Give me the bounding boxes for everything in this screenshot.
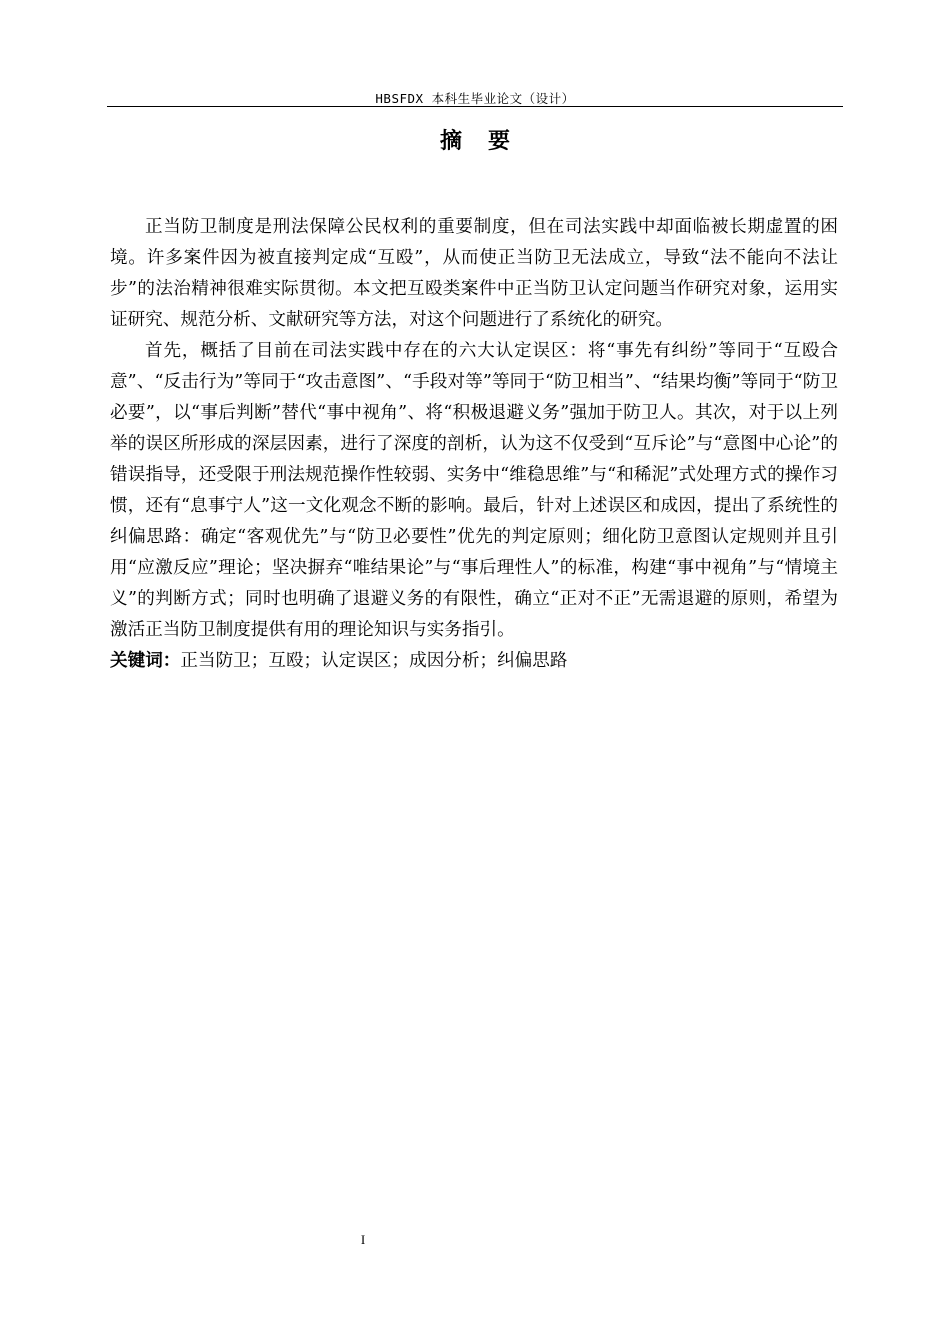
running-header: HBSFDX 本科生毕业论文（设计） (375, 91, 575, 106)
abstract-body (110, 212, 838, 677)
keywords-line (110, 646, 838, 677)
abstract-paragraph-2: 首先，概括了目前在司法实践中存在的六大认定误区：将“事先有纠纷”等同于“互殴合意”、“反击行为”等同于“攻击意图”、“手段对等”等同于“防卫相当”、“结果均衡”等同于“防卫必要”，以“事后判断”替代“事中视角”、将“积极退避义务”强加于防卫人。其次，对于以上列举的误区所形成的深层因素，进行了深度的剖析，认为这不仅受到“互斥论”与“意图中心论”的错误指导，还受限于刑法规范操作性较弱、实务中“维稳思维”与“和稀泥”式处理方式的操作习惯，还有“息事宁人”这一文化观念不断的影响。最后，针对上述误区和成因，提出了系统性的纠偏思路：确定“客观优先”与“防卫必要性”优先的判定原则；细化防卫意图认定规则并且引用“应激反应”理论；坚决摒弃“唯结果论”与“事后理性人”的标准，构建“事中视角”与“情境主义”的判断方式；同时也明确了退避义务的有限性，确立“正对不正”无需退避的原则，希望为激活正当防卫制度提供有用的理论知识与实务指引。 (110, 341, 838, 640)
keywords-label: 关键词： (110, 651, 181, 671)
keywords-text: 正当防卫；互殴；认定误区；成因分析；纠偏思路 (180, 651, 568, 671)
abstract-title: 摘要 (439, 129, 536, 154)
header-rule (107, 106, 843, 107)
abstract-paragraph-1: 正当防卫制度是刑法保障公民权利的重要制度，但在司法实践中却面临被长期虚置的困境。许多案件因为被直接判定成“互殴”，从而使正当防卫无法成立，导致“法不能向不法让步”的法治精神很难实际贯彻。本文把互殴类案件中正当防卫认定问题当作研究对象，运用实证研究、规范分析、文献研究等方法，对这个问题进行了系统化的研究。 (110, 217, 838, 330)
page-number: I (360, 1232, 366, 1247)
